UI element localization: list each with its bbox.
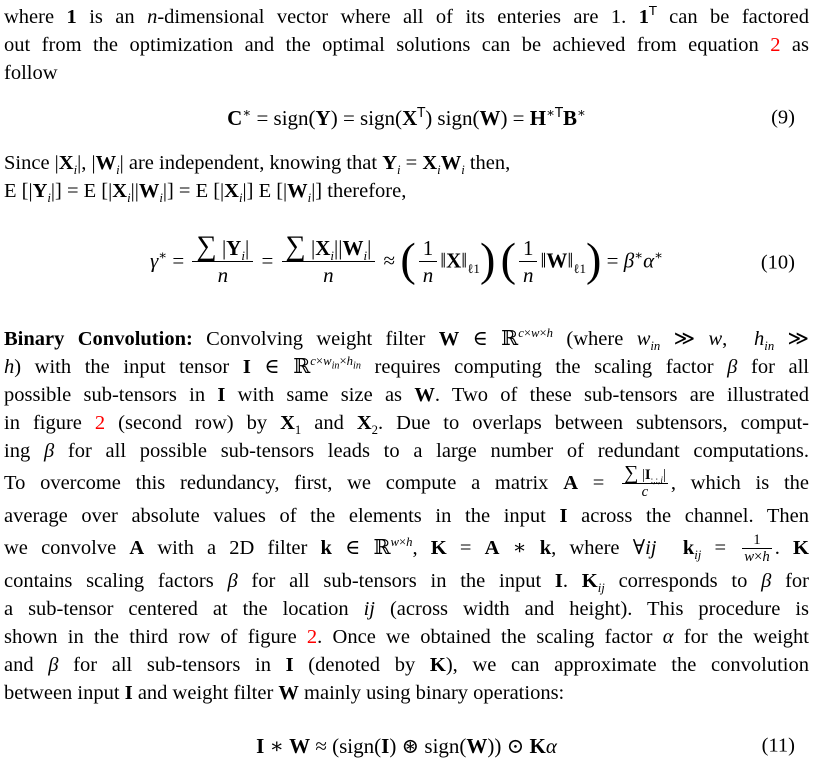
text-line: contains scaling factors β for all sub-tensors in the input I. $K_{ij}$ corresponds to β for (4, 570, 809, 595)
equation-11-body: I ∗ W ≈ (sign(I) ⊛ sign(W)) ⊙ Kα (256, 733, 557, 758)
equation-number: (9) (771, 106, 795, 129)
text-line: and β for all sub-tensors in I (denoted by K), we can approximate the convolution (4, 654, 809, 676)
text-line: E $[|Y_i|] = E$ $[|X_i||W_i|] = E$ $[|X_i|]$ E $[|W_i|]$ therefore, (4, 180, 407, 205)
text-line: h) with the input tensor I ∈ ℝ$^{c\times w_{in}\times h_{in}}$ requires computing the scaling factor β for all (4, 354, 809, 378)
intro-paragraph (4, 3, 809, 87)
equation-number: (11) (761, 734, 795, 757)
equation-2-ref-link[interactable]: 2 (770, 34, 781, 56)
figure-2-ref-link[interactable]: 2 (306, 626, 318, 648)
text-line: Binary Convolution: Convolving weight filter W ∈ ℝ$^{c\times w\times h}$ (where $w_{in}$ ≫ w, $h_{in}$ ≫ (4, 326, 809, 353)
text-line: a sub-tensor centered at the location ij (across width and height). This procedure is (4, 598, 809, 620)
text-line: ing β for all possible sub-tensors leads to a large number of redundant computations. (4, 440, 809, 462)
text-line: To overcome this redundancy, first, we compute a matrix A = $\frac{\sum |I_{:,:,i}|}{c}$ , which is the (4, 465, 809, 501)
equation-number: (10) (760, 251, 795, 274)
text-line: Since $|X_i|$, $|W_i|$ are independent, knowing that $Y_i = X_iW_i$ then, (4, 152, 511, 177)
equation-9-body: C∗ = sign(Y) = $sign(X^T)$ sign(W) = $H^{∗T}B^∗$ (227, 104, 586, 130)
text-line: possible sub-tensors in I with same size as W. Two of these sub-tensors are illustrated (4, 384, 809, 406)
text-line: out from the optimization and the optimal solutions can be achieved from equation 2 as (4, 34, 809, 56)
equation-10-body: γ∗ = $\frac{\sum |Y_i|}{n}$ = $\frac{\sum |X_i||W_i|}{n}$ ≈ ( $\frac{1}{n}$ $‖X‖_{\ell 1}$) ( $\frac{1}{n}$ $‖W‖_{\ell 1}) = \beta^∗\alpha^∗$ (150, 230, 663, 287)
text-line: shown in the third row of figure 2. Once we obtained the scaling factor α for the weight (4, 626, 809, 648)
text-line: where 1 is an n-dimensional vector where all of its enteries are 1. $1^T$ can be factored (4, 3, 809, 28)
text-line: average over absolute values of the elements in the input I across the channel. Then (4, 505, 809, 527)
text-line: follow (4, 62, 58, 84)
binary-convolution-paragraph (4, 325, 809, 707)
equation-10 (4, 231, 809, 295)
text-line: we convolve A with a 2D filter k ∈ ℝ$^{w\times h}$, K = A ∗ k, where ∀ij $k_{ij}$ = $\frac{1}{w\times h}$ . K (4, 531, 809, 566)
independence-paragraph (4, 149, 809, 205)
text-line: between input I and weight filter W mainly using binary operations: (4, 682, 565, 704)
equation-11 (4, 729, 809, 763)
text-line: in figure 2 (second row) by $X_1$ and $X_2$. Due to overlaps between subtensors, comput- (4, 412, 809, 437)
figure-2-ref-link[interactable]: 2 (94, 412, 106, 434)
equation-9 (4, 101, 809, 135)
